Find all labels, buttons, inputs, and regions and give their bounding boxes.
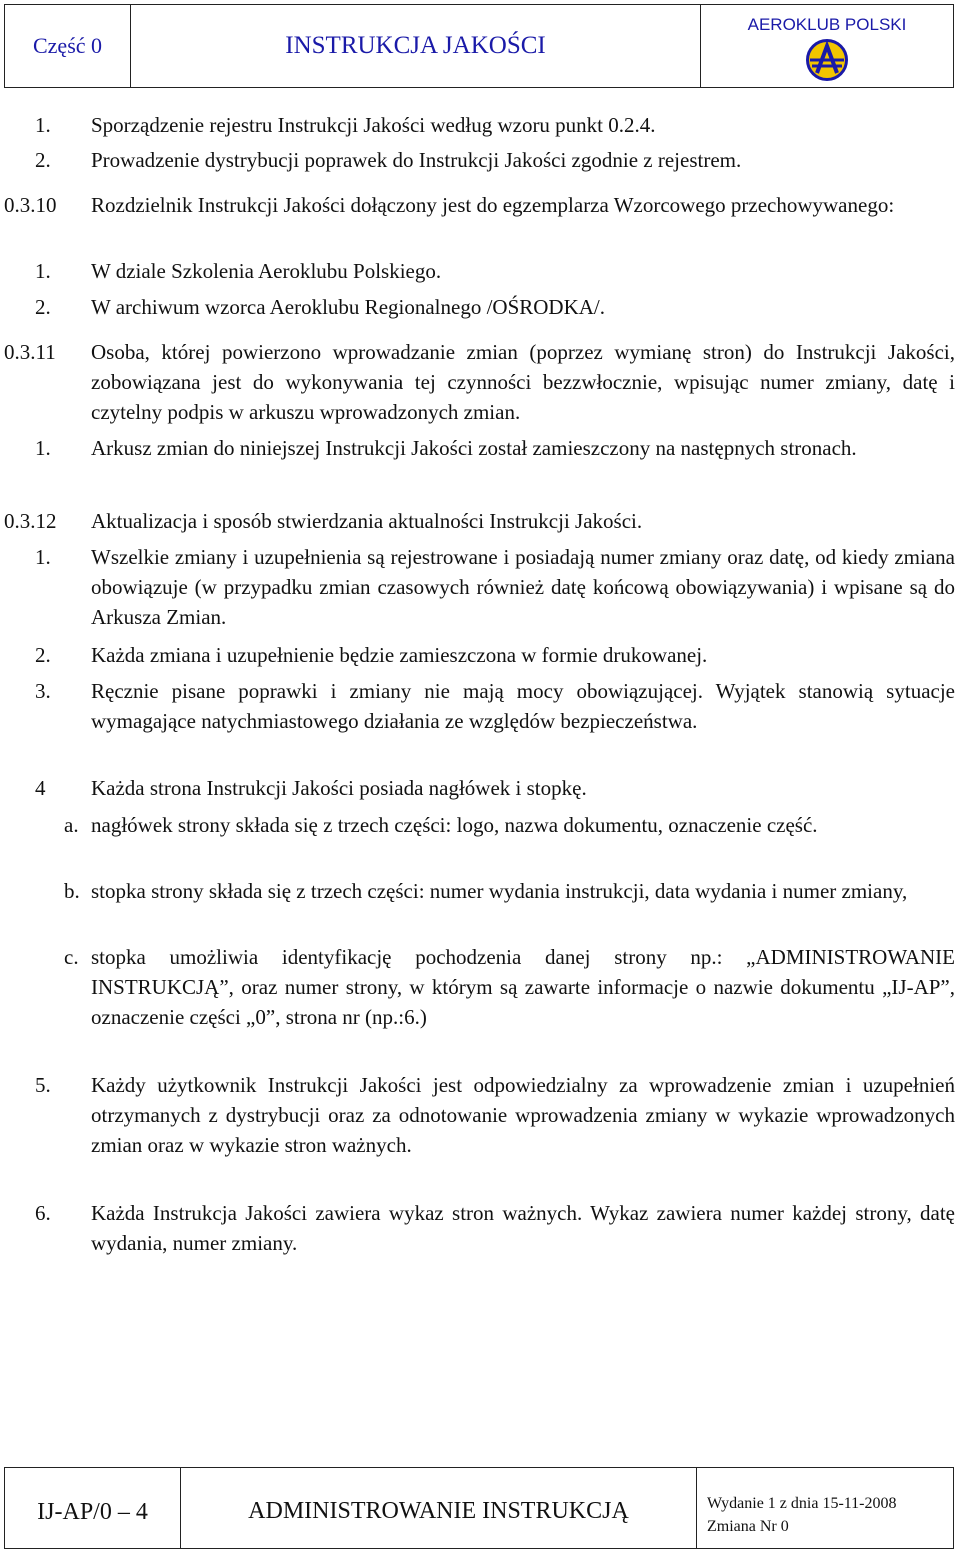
item-text: Każda Instrukcja Jakości zawiera wykaz stron ważnych. Wykaz zawiera numer każdej strony, datę wydania, numer zmiany. [91, 1201, 955, 1255]
section-number: 0.3.12 [4, 509, 57, 533]
section-number: 0.3.10 [4, 193, 57, 217]
item-number: 5. [35, 1073, 51, 1097]
sub-item-letter: c. [64, 945, 79, 969]
item-number: 1. [35, 436, 51, 460]
page-header [4, 4, 954, 88]
item-number: 1. [35, 259, 51, 283]
sub-item-text: stopka umożliwia identyfikację pochodzenia danej strony np.: „ADMINISTROWANIE INSTRUKCJĄ”, oraz numer strony, w którym są zawarte informacje o nazwie dokumentu „IJ-AP”, oznaczenie części „0”, strona nr (np.:6.) [91, 945, 955, 1029]
section-text: Rozdzielnik Instrukcji Jakości dołączony jest do egzemplarza Wzorcowego przechowywanego: [91, 193, 895, 217]
section-text: Aktualizacja i sposób stwierdzania aktualności Instrukcji Jakości. [91, 509, 643, 533]
footer-edition: Wydanie 1 z dnia 15-11-2008 [707, 1495, 897, 1512]
item-number: 1. [35, 545, 51, 569]
item-text: W archiwum wzorca Aeroklubu Regionalnego /OŚRODKA/. [91, 295, 606, 319]
page-footer [4, 1467, 954, 1549]
item-number: 6. [35, 1201, 51, 1225]
item-number: 2. [35, 295, 51, 319]
header-part: Część 0 [5, 5, 131, 87]
item-text: Każdy użytkownik Instrukcji Jakości jest odpowiedzialny za wprowadzenie zmian i uzupełnień otrzymanych z dystrybucji oraz za odnotowanie wprowadzenia zmiany w wykazie wprowadzonych zmian oraz w wykazie stron ważnych. [91, 1073, 955, 1157]
section-number: 0.3.11 [4, 340, 56, 364]
item-number: 1. [35, 113, 51, 137]
footer-edition-cell [697, 1468, 953, 1548]
footer-change: Zmiana Nr 0 [707, 1518, 789, 1535]
item-number: 2. [35, 643, 51, 667]
sub-item-text: nagłówek strony składa się z trzech części: logo, nazwa dokumentu, oznaczenie część. [91, 813, 818, 837]
item-text: Każda zmiana i uzupełnienie będzie zamieszczona w formie drukowanej. [91, 643, 708, 667]
footer-page-number: IJ-AP/0 – 4 [5, 1468, 181, 1548]
item-text: W dziale Szkolenia Aeroklubu Polskiego. [91, 259, 442, 283]
item-number: 3. [35, 679, 51, 703]
footer-section: ADMINISTROWANIE INSTRUKCJĄ [181, 1468, 697, 1548]
item-number: 2. [35, 148, 51, 172]
section-text: Osoba, której powierzono wprowadzanie zmian (poprzez wymianę stron) do Instrukcji Jakości, zobowiązana jest do wykonywania tej czynności bezzwłocznie, wpisując numer zmiany, datę i czytelny podpis w arkuszu wprowadzonych zmian. [91, 340, 955, 424]
sub-item-letter: a. [64, 813, 79, 837]
aeroklub-polski-logo-icon [806, 39, 848, 81]
item-text: Prowadzenie dystrybucji poprawek do Instrukcji Jakości zgodnie z rejestrem. [91, 148, 742, 172]
item-text: Ręcznie pisane poprawki i zmiany nie mają mocy obowiązującej. Wyjątek stanowią sytuacje wymagające natychmiastowego działania ze względów bezpieczeństwa. [91, 679, 955, 733]
header-org: AEROKLUB POLSKI [747, 15, 907, 34]
item-text: Sporządzenie rejestru Instrukcji Jakości według wzoru punkt 0.2.4. [91, 113, 656, 137]
item-text: Arkusz zmian do niniejszej Instrukcji Jakości został zamieszczony na następnych stronach. [91, 436, 857, 460]
item-text: Wszelkie zmiany i uzupełnienia są rejestrowane i posiadają numer zmiany oraz datę, od kiedy zmiana obowiązuje (w przypadku zmian czasowych również datę końcową obowiązywania) i wpisane są do Arkusza Zmian. [91, 545, 955, 629]
sub-item-text: stopka strony składa się z trzech części: numer wydania instrukcji, data wydania i numer zmiany, [91, 879, 908, 903]
header-title: INSTRUKCJA JAKOŚCI [131, 5, 701, 87]
header-org-cell [701, 5, 953, 87]
item-text: Każda strona Instrukcji Jakości posiada nagłówek i stopkę. [91, 776, 587, 800]
sub-item-letter: b. [64, 879, 80, 903]
item-number: 4 [35, 776, 46, 800]
